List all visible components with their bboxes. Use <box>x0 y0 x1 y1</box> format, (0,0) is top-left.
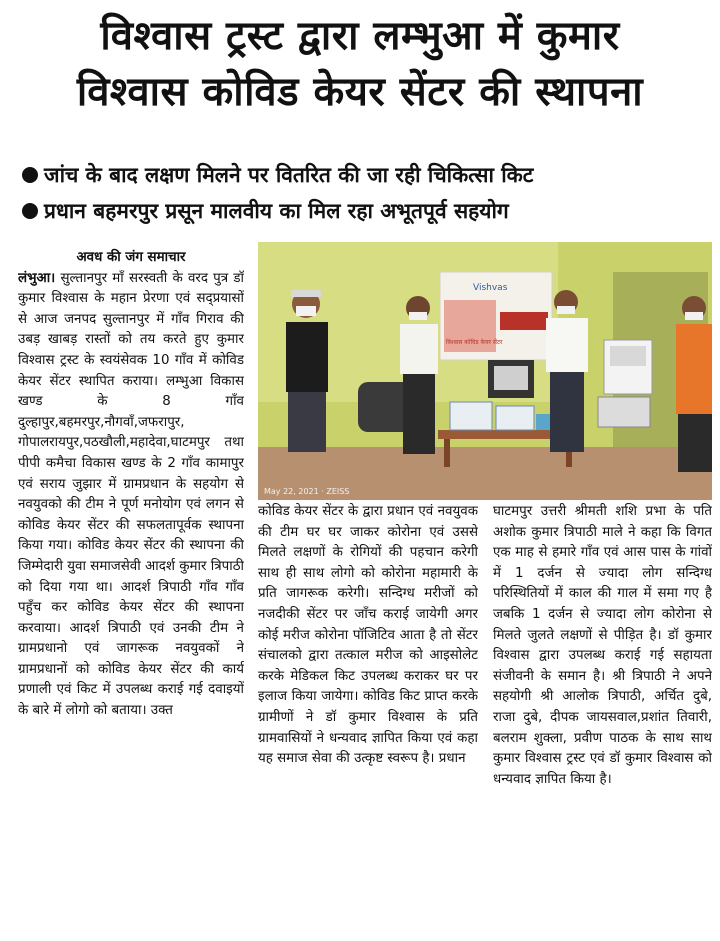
photo-caption: May 22, 2021 · ZEISS <box>264 487 350 496</box>
headline-line-1: विश्वास ट्रस्ट द्वारा लम्भुआ में कुमार <box>100 13 620 59</box>
article-photo <box>258 242 712 500</box>
bullet-icon <box>22 167 38 183</box>
photo-banner-text: विश्वास कोविड केयर सेंटर <box>446 339 503 346</box>
article-byline: अवध की जंग समाचार <box>76 250 186 265</box>
article-column-3-text: घाटमपुर उत्तरी श्रीमती शशि प्रभा के पति अशोक कुमार त्रिपाठी माले ने कहा कि विगत एक माह से हमारे गाँव एवं आस पास के गांवों में 1 दर्जन से ज्यादा लोग सन्दिग्ध परिस्थितियों में काल की गाल में समा गए है जबकि 1 दर्जन से ज्यादा लोग कोरोना से मिलते जुलते लक्षणों से पीड़ित है। डॉ कुमार विश्वास द्वारा उपलब्ध कराई गई सहायता संजीवनी के समान है। श्री त्रिपाठी ने अपने सहयोगी श्री आलोक त्रिपाठी, अर्चित दुबे, राजा दुबे, दीपक जायसवाल,प्रशांत तिवारी, बलराम शुक्ला, प्रवीण पाठक के साथ साथ कुमार विश्वास ट्रस्ट एवं डॉ कुमार विश्वास को धन्यवाद ज्ञापित किया है। <box>493 504 712 787</box>
photo-table-leg <box>444 439 450 467</box>
photo-banner-brand: Vishvas <box>473 283 508 293</box>
photo-person-mask <box>685 312 703 320</box>
subhead-2 <box>22 196 712 226</box>
article-column-1-text: सुल्तानपुर माँ सरस्वती के वरद पुत्र डॉ कुमार विश्वास के महान प्रेरणा एवं सद्प्रयासों से आज जनपद सुल्तानपुर में गाँव गिराव की उबड़ खाबड़ रास्तों को तय करते हुए कुमार विश्वास ट्रस्ट के स्वयंसेवक 10 गाँव में कोविड केयर सेंटर स्थापित कराया। लम्भुआ विकास खण्ड के 8 गाँव दुल्हापुर,बहमरपुर,नौगवाँ,जफरापुर, गोपालरायपुर,पठखौली,महादेवा,घाटमपुर तथा पीपी कमैचा विकास खण्ड के 2 गाँव कामापुर एवं सराय जुझार में ग्रामप्रधान के सहयोग से नवयुवको की टीम ने पूर्ण मनोयोग एवं लगन से कोविड केयर सेंटर की सफलतापूर्वक स्थापना किया गया। कोविड केयर सेंटर की स्थापना की जिम्मेदारी युवा समाजसेवी आदर्श कुमार त्रिपाठी को दिया गया था। आदर्श त्रिपाठी गाँव गाँव पहुँच कर कोविड केयर सेंटर की स्थापना करवाया। आदर्श त्रिपाठी एवं उनकी टीम ने ग्रामप्रधानो एवं जागरूक नवयुवकों ने ग्रामप्रधानों को कोविड केयर सेंटर की कार्य प्रणाली एवं किट में उपलब्ध कराई गई दवाइयों के बारे में लोगो को बताया। उक्त <box>18 270 244 719</box>
subhead-1-text: जांच के बाद लक्षण मिलने पर वितरित की जा रही चिकित्सा किट <box>44 163 534 187</box>
headline-line-2: विश्वास कोविड केयर सेंटर की स्थापना <box>76 69 644 115</box>
photo-person-legs <box>403 374 435 454</box>
photo-person-legs <box>550 372 584 452</box>
photo-person-legs <box>678 414 712 472</box>
subhead-1 <box>22 160 712 190</box>
article-column-3 <box>493 502 712 932</box>
photo-kit-box <box>450 402 492 430</box>
bullet-icon <box>22 203 38 219</box>
photo-carton-front <box>494 366 528 390</box>
photo-person-body <box>546 318 588 372</box>
photo-person-body <box>676 324 712 414</box>
photo-machine-panel <box>610 346 646 366</box>
photo-box <box>598 397 650 427</box>
article-column-2 <box>258 502 478 932</box>
photo-person-mask <box>557 306 575 314</box>
headline <box>0 8 720 120</box>
photo-kit-box <box>496 406 534 430</box>
subhead-2-text: प्रधान बहमरपुर प्रसून मालवीय का मिल रहा अभूतपूर्व सहयोग <box>44 199 509 223</box>
photo-person-body <box>286 322 328 392</box>
photo-person-cap <box>291 290 321 297</box>
article-column-1 <box>18 248 244 932</box>
photo-illustration <box>258 242 712 500</box>
photo-person-mask <box>409 312 427 320</box>
photo-person-body <box>400 324 438 374</box>
photo-person-legs <box>288 392 326 452</box>
photo-banner-stripe <box>500 312 548 330</box>
photo-person-mask <box>296 306 316 316</box>
article-column-2-text: कोविड केयर सेंटर के द्वारा प्रधान एवं नवयुवक की टीम घर घर जाकर कोरोना एवं उससे मिलते लक्षणों के रोगियों की पहचान करेगी साथ ही साथ लोगो को कोरोना महामारी के प्रति जागरूक करेगी। सन्दिग्ध मरीजों को नजदीकी सेंटर पर जाँच कराई जायेगी अगर कोई मरीज कोरोना पॉजिटिव आता है तो सेंटर संचालको द्वारा तत्काल मरीज को आइसोलेट करके मेडिकल किट उपलब्ध कराकर घर पर इलाज किया जायेगा। कोविड किट प्राप्त करके ग्रामीणों ने डॉ कुमार विश्वास के प्रति ग्रामवासियों ने धन्यवाद ज्ञापित किया एवं कहा यह समाज सेवा की उत्कृष्ट स्वरूप है। प्रधान <box>258 504 478 767</box>
article-dateline: लंभुआ। <box>18 270 56 286</box>
